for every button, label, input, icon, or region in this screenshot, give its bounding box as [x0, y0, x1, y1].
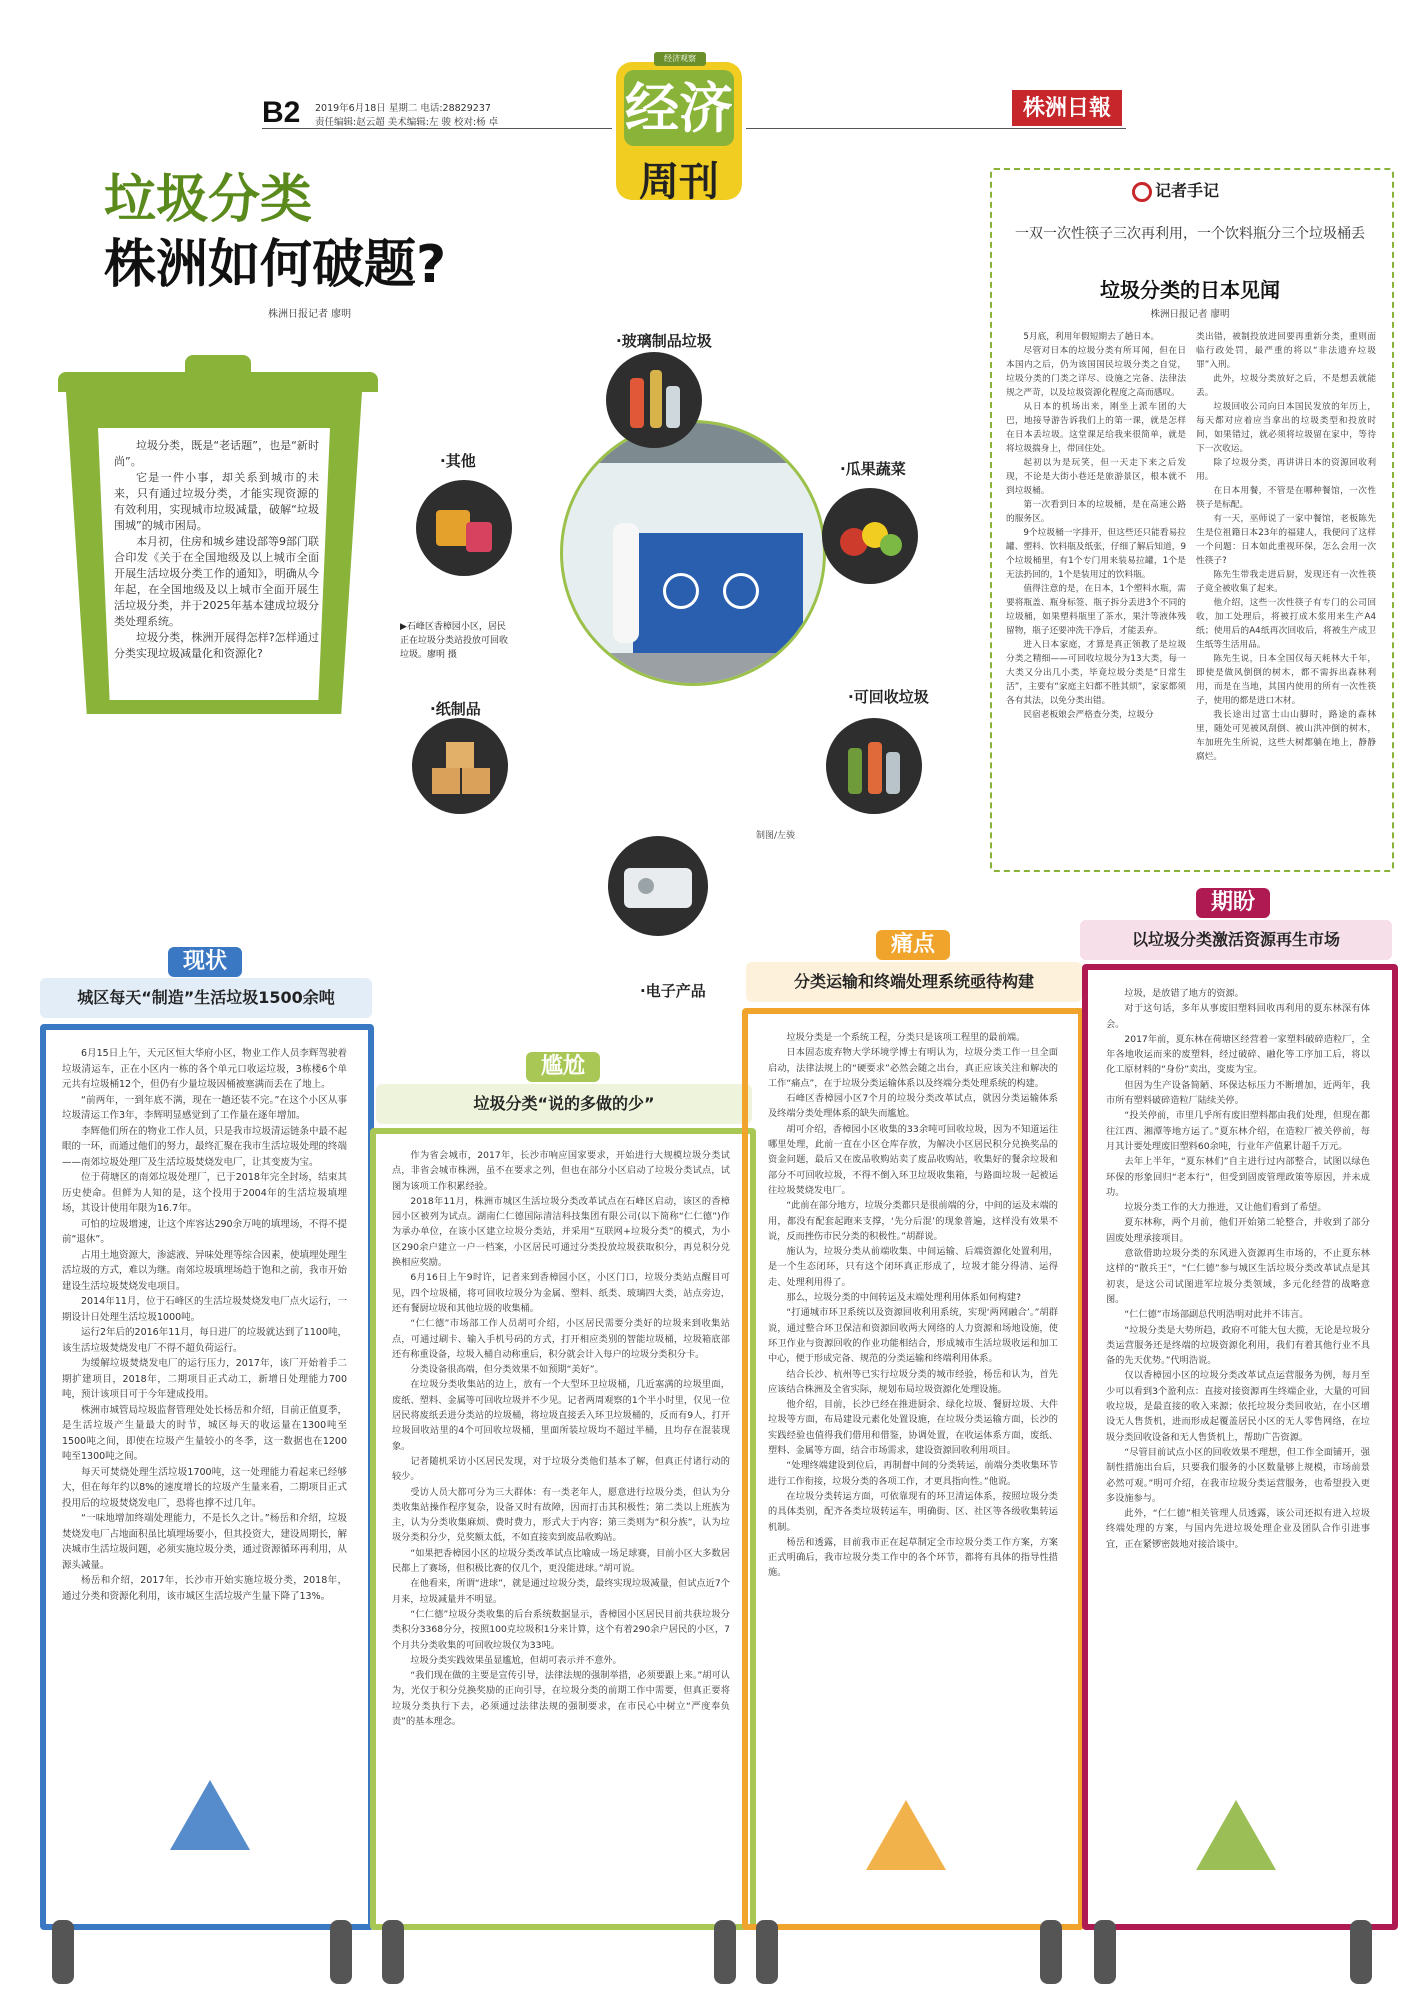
notes-paragraph: 进入日本家庭，才算是真正领教了是垃圾分类之精细——可回收垃圾分为13大类，每一大类又分出几小类，毕竟垃圾分类是“日常生活”，主要有“家庭主妇都不胜其烦”，家家都须各有其法，以免分类出错。: [1006, 640, 1186, 706]
bin-station: [633, 533, 803, 663]
header-rule: [262, 128, 612, 129]
notes-icon: [1132, 182, 1152, 202]
body-xianzhuang: [62, 1046, 347, 1762]
notes-paragraph: 他介绍，这些一次性筷子有专门的公司回收，加工处理后，将被打成木浆用来生产A4纸；使用后的A4纸再次回收后，将被生产成卫生纸等生活用品。: [1196, 598, 1376, 650]
intro-paragraph: 本月初，住房和城乡建设部等9部门联合印发《关于在全国地级及以上城市全面开展生活垃圾分类工作的通知》，明确从今年起，在全国地级及以上城市全面开展生活垃圾分类，并于2025年基本建成垃圾分类处理系统。: [114, 535, 319, 628]
label-ganga: 尴尬: [540, 1054, 585, 1079]
notes-paragraph: 5月底，利用年假短期去了趟日本。: [1023, 332, 1160, 342]
bin-wheel: [1350, 1920, 1372, 1984]
recycle-icon: [663, 573, 699, 609]
subhead-xianzhuang: 城区每天“制造”生活垃圾1500余吨: [77, 988, 335, 1007]
intro-paragraph: 它是一件小事，却关系到城市的未来，只有通过垃圾分类，才能实现资源的有效利用，实现城市垃圾减量，破解“垃圾围城”的城市困局。: [114, 471, 319, 532]
notes-paragraph: 值得注意的是，在日本，1个塑料水瓶，需要将瓶盖、瓶身标签、瓶子拆分丢进3个不同的垃圾桶，如果塑料瓶里了茶水，果汁等液体残留物，瓶子还要冲洗干净后，才能丢弃。: [1006, 584, 1186, 636]
notes-paragraph: 在日本用餐，不管是在哪种餐馆，一次性筷子是标配。: [1196, 486, 1376, 510]
category-other: ·其他: [440, 452, 476, 470]
paragraph: “仁仁德”垃圾分类收集的后台系统数据显示，香樟园小区居民目前共获垃圾分类积分3368分分，按照100克垃圾积1分来计算，这个有着290余户居民的小区，7个月共分类收集的可回收垃圾仅为33吨。: [392, 1608, 730, 1651]
label-xianzhuang-box: [168, 947, 242, 977]
paragraph: 运行2年后的2016年11月，每日进厂的垃圾就达到了1100吨，该生活垃圾焚烧发电厂不得不超负荷运行。: [62, 1327, 347, 1354]
staff-line: 责任编辑:赵云超 美术编辑:左 骏 校对:杨 卓: [315, 117, 499, 128]
paragraph: 每天可焚烧处理生活垃圾1700吨，这一处理能力看起来已经够大，但在每年约以8%的速度增长的垃圾产生量来看，二期项目正式投用后的垃圾焚烧发电厂，恐将也撑不过几年。: [62, 1466, 347, 1509]
paragraph: 为缓解垃圾焚烧发电厂的运行压力，2017年，该厂开始着手二期扩建项目，2018年，二期项目正式动工，新增日处理能力700吨，预计该项目可于今年建成投用。: [62, 1358, 347, 1400]
paragraph: “前两年，一到年底不满，现在一趟还装不完。”在这个小区从事垃圾清运工作3年，李辉明显感觉到了工作量在逐年增加。: [62, 1094, 347, 1121]
category-recyclable: ·可回收垃圾: [848, 688, 929, 706]
photo-caption: ▶石峰区香樟园小区，居民正在垃圾分类站投放可回收垃圾。廖明 摄: [400, 622, 509, 660]
bin-wheel: [714, 1920, 736, 1984]
paragraph: “仁仁德”市场部工作人员胡可介绍，小区居民需要分类好的垃圾来到收集站点，可通过刷卡、输入手机号码的方式，打开相应类别的智能垃圾桶，垃圾箱底部还有称重设备，垃圾入桶自动称重后，积分就会计入每户的垃圾分类积分卡。: [392, 1318, 730, 1360]
paragraph: 2018年11月，株洲市城区生活垃圾分类改革试点在石峰区启动，该区的香樟园小区被列为试点。湖南仁仁德国际清洁科技集团有限公司(以下简称“仁仁德”)作为承办单位，在该小区建立垃圾分类站，并采用“互联网+垃圾分类”的模式，为小区290余户建立一户一档案，小区居民可通过分类投放垃圾获取积分，再兑积分兑换相应奖励。: [392, 1195, 730, 1269]
notes-paragraph: 民宿老板娘会严格查分类，垃圾分: [1023, 710, 1154, 720]
bin-wheel: [1094, 1920, 1116, 1984]
paragraph: 6月16日上午9时许，记者来到香樟园小区，小区门口，垃圾分类站点醒目可见，四个垃圾桶，将可回收垃圾分为金属、塑料、纸类、玻璃四大类，站点旁边，还有餐厨垃圾和其他垃圾的收集桶。: [392, 1272, 730, 1314]
notes-byline: 株洲日报记者 廖明: [1150, 309, 1230, 320]
notes-paragraph: 此外，垃圾分类放好之后，不是想丢就能丢。: [1196, 374, 1376, 398]
notes-column-2: [1196, 330, 1376, 854]
label-qipan: 期盼: [1210, 890, 1255, 915]
paragraph: 2017年前，夏东林在荷塘区经营着一家塑料破碎造粒厂，全年各地收运而来的废塑料，经过破碎、融化等工序加工后，将以化工原材料的“身份”卖出，变废为宝。: [1106, 1033, 1370, 1076]
notes-paragraph: 除了垃圾分类，再讲讲日本的资源回收利用。: [1196, 458, 1376, 482]
category-glass: ·玻璃制品垃圾: [616, 332, 712, 350]
notes-paragraph: 陈先生带我走进后厨，发现还有一次性筷子竟全被收集了起来。: [1196, 570, 1376, 594]
paragraph: 杨岳和透露，目前我市正在起草制定全市垃圾分类工作方案，方案正式明确后，我市垃圾分类工作中的各个环节，都将有具体的指导性措施。: [768, 1536, 1058, 1579]
paragraph: “垃圾分类是大势所趋，政府不可能大包大揽，无论是垃圾分类运营服务还是终端的垃圾资源化利用，我们有着其他行业不具备的先天优势。”代明浩说。: [1106, 1324, 1370, 1367]
notes-paragraph: 起初以为是玩笑，但一天走下来之后发现，不论是大街小巷还是旅游景区，根本就不到垃圾桶。: [1006, 458, 1186, 496]
lead-intro: [114, 438, 319, 698]
paragraph: “处理终端建设到位后，再制督中间的分类转运，前端分类收集环节进行工作衔接，垃圾分类的各项工作，才更具指向性。”他说。: [768, 1460, 1058, 1487]
paragraph: 意欲借助垃圾分类的东风进入资源再生市场的，不止夏东林这样的“散兵王”，“仁仁德”参与城区生活垃圾分类改革试点是其初衷，是这公司试图进军垃圾分类领域，多元化经营的战略意图。: [1106, 1248, 1370, 1305]
date-line: 2019年6月18日 星期二 电话:28829237: [315, 103, 491, 114]
paragraph: 胡可介绍，香樟园小区收集的33余吨可回收垃圾，因为不知道运往哪里处理，此前一直在小区仓库存放，为解决小区居民积分兑换奖品的资金问题，最后又在废品收购站卖了废品收购站，收集好的餐余垃圾和部分不可回收垃圾，不得不倒入环卫垃圾收集箱，与路面垃圾一起被运往垃圾焚烧发电厂。: [768, 1123, 1058, 1196]
lead-byline: 株洲日报记者 廖明: [268, 309, 352, 320]
header-rule-right: [746, 128, 1126, 129]
intro-paragraph: 垃圾分类，既是“老话题”，也是“新时尚”。: [114, 439, 319, 468]
paragraph: 在垃圾分类转运方面，可依靠现有的环卫清运体系，按照垃圾分类的具体类别，配齐各类垃圾转运车，明确街、区、社区等各级收集转运机制。: [768, 1490, 1058, 1533]
logo-title: 经济: [625, 76, 733, 140]
lead-title-1: 垃圾分类: [104, 170, 313, 230]
lead-title-2: 株洲如何破题?: [104, 235, 447, 295]
paragraph: 在他看来，所谓“进球”，就是通过垃圾分类，最终实现垃圾减量，但试点近7个月来，垃圾减量并不明显。: [392, 1578, 730, 1605]
paragraph: 6月15日上午，天元区恒大华府小区，物业工作人员李辉驾驶着垃圾清运车，正在小区内一栋的各个单元口收运垃圾，3栋楼6个单元共有垃圾桶12个，但仍有少量垃圾因桶被塞满而丢在了地上。: [62, 1048, 347, 1090]
paragraph: “此前在部分地方，垃圾分类都只是很前端的分，中间的运及末端的用，都没有配套起跑来支撑，‘先分后混’的现象普遍，这样没有效果不说，反而挫伤市民分类的积极性。”胡群说。: [768, 1200, 1058, 1242]
body-ganga: [392, 1148, 730, 1856]
glass-bottles-icon: [606, 352, 702, 448]
label-tongdian: 痛点: [890, 932, 935, 957]
category-electronic: ·电子产品: [640, 982, 706, 1000]
ground: [563, 653, 823, 683]
paragraph: 夏东林称，两个月前，他们开始第二轮整合，并收到了部分固废处理承接项目。: [1106, 1217, 1370, 1244]
notes-lede: 一双一次性筷子三次再利用，一个饮料瓶分三个垃圾桶丢: [1015, 226, 1365, 242]
notes-label: 记者手记: [1155, 181, 1220, 200]
label-xianzhuang: 现状: [182, 949, 227, 974]
bin-wheel: [382, 1920, 404, 1984]
category-fruit: ·瓜果蔬菜: [840, 460, 906, 478]
notes-paragraph: 垃圾回收公司向日本国民发放的年历上，每天都对应着应当拿出的垃圾类型和投放时间，如果错过，就必须将垃圾留在家中，等待下一次收运。: [1196, 402, 1376, 454]
paragraph: 可怕的垃圾增速，让这个库容达290余万吨的填埋场，不得不提前“退休”。: [62, 1218, 347, 1245]
paragraph: 他介绍，目前，长沙已经在推进厨余、绿化垃圾、餐厨垃圾、大件垃圾等方面，布局建设元素化处置设施，在垃圾分类运输方面，长沙的实践经验也值得我们借用和借鉴，协调处置，在收运体系方面，废纸、塑料、金属等方面，结合市场需求，建设资源回收利用项目。: [768, 1399, 1058, 1457]
subhead-xianzhuang-box: [40, 978, 372, 1018]
body-qipan: [1106, 986, 1370, 1786]
paragraph: 结合长沙、杭州等已实行垃圾分类的城市经验，杨岳和认为，首先应该结合株洲及全省实际，规划布局垃圾资源化处理设施。: [768, 1368, 1058, 1395]
paragraph: “投关停前，市里几乎所有废旧塑料都由我们处理，但现在都往江西、湘潭等地方运了。”夏东林介绍，在造粒厂被关停前，每月其计要处理废旧塑料60余吨，行业年产值累计超千万元。: [1106, 1110, 1370, 1152]
paragraph: “如果把香樟园小区的垃圾分类改革试点比喻成一场足球赛，目前小区大多数居民都上了赛场，但积极比赛的仅几个，更没能进球。”胡可说。: [392, 1547, 730, 1575]
paragraph: “一味地增加终端处理能力，不是长久之计。”杨岳和介绍，垃圾焚烧发电厂占地面积虽比填埋场要小，但其投资大，建设周期长，解决城市生活垃圾问题，必须实施垃圾分类，通过资源循环再利用，从源头减量。: [62, 1513, 347, 1571]
paragraph: 垃圾，是放错了地方的资源。: [1124, 988, 1244, 999]
label-qipan-box: [1196, 888, 1270, 918]
paragraph: 仅以香樟园小区的垃圾分类改革试点运营服务为例，每月至少可以看到3个盈利点：直接对接资源再生终端企业，大量的可回收垃圾，是最直接的收入来源；依托垃圾分类回收站，在小区增设无人售货机，进而形成起覆盖居民小区的无人零售网络，在垃圾分类回收设备和无人售货机上，帮助广告资源。: [1106, 1370, 1370, 1443]
paragraph: 石峰区香樟园小区7个月的垃圾分类改革试点，就因分类运输体系及终端分类处理体系的缺失而尴尬。: [768, 1093, 1058, 1120]
label-ganga-box: [526, 1052, 600, 1082]
logo-subtitle: 周刊: [639, 159, 719, 205]
paragraph: 受访人员大都可分为三大群体：有一类老年人，愿意进行垃圾分类，但认为分类收集站操作程序复杂，设备又时有故障，因而打击其积极性；第二类以上班族为主，认为分类收集麻烦、费时费力，形式大于内容；第三类则为“积分族”，认为垃圾分类积分少，兑奖额太低，不如直接卖到废品收购站。: [392, 1486, 730, 1544]
page-number: B2: [262, 96, 301, 129]
notes-title: 垃圾分类的日本见闻: [1100, 278, 1280, 302]
notes-paragraph: 9个垃圾桶一字排开，但这些还只能看易拉罐、塑料、饮料瓶及纸张，仔细了解后知道，9个垃圾桶里，有1个专门用来装易拉罐，1个是无法扔回的，1个是装用过的饮料瓶。: [1006, 528, 1186, 580]
paragraph: “尽管目前试点小区的回收效果不理想，但工作全面铺开，强制性措施出台后，只要我们服务的小区数量够上规模，市场前景必然可观。”明可介绍，在我市垃圾分类运营服务，也希望投入更多设施参与。: [1106, 1446, 1370, 1504]
subhead-qipan: 以垃圾分类激活资源再生市场: [1131, 930, 1340, 949]
illustration-credit: 制图/左骏: [756, 831, 796, 841]
category-paper: ·纸制品: [430, 700, 481, 718]
resident-figure: [613, 523, 639, 643]
paragraph: 分类设备很高端，但分类效果不如预期“美好”。: [410, 1364, 604, 1376]
body-tongdian: [768, 1030, 1058, 1786]
bin-wheel: [756, 1920, 778, 1984]
paragraph: “仁仁德”市场部副总代明浩明对此并不讳言。: [1124, 1309, 1309, 1321]
subhead-ganga: 垃圾分类“说的多做的少”: [473, 1094, 655, 1113]
bin-handle: [185, 355, 251, 373]
paragraph: 记者随机采访小区居民发现，对于垃圾分类他们基本了解，但真正付诸行动的较少。: [392, 1455, 730, 1483]
paragraph: 那么，垃圾分类的中间转运及末端处理利用体系如何构建?: [786, 1292, 1021, 1304]
paragraph: 在垃圾分类收集站的边上，放有一个大型环卫垃圾桶，几近塞满的垃圾里面，废纸、塑料、金属等可回收垃圾并不少见。记者两周观察的1个半小时里，仅见一位居民将废纸丢进分类站的垃圾桶，将垃圾直接丢入环卫垃圾桶的，反而有9人，打开垃圾回收站里的4个可回收垃圾桶，里面所装垃圾均不超过半桶，且均存在混装现象。: [392, 1379, 730, 1452]
other-waste-icon: [416, 480, 512, 576]
fruit-vegetable-icon: [822, 488, 918, 584]
bin-wheel: [330, 1920, 352, 1984]
paragraph: “我们现在做的主要是宣传引导，法律法规的强制举措，必须要跟上来。”胡可认为，光仅于积分兑换奖励的正向引导，在垃圾分类的前期工作中需要，但真正要将垃圾分类执行下去，必须通过法律法规的强制要求，在市民心中树立“严度奉负责”的基本理念。: [392, 1670, 730, 1727]
section-logo-inner: [624, 70, 734, 146]
paragraph: 对于这句话，多年从事废旧塑料回收再利用的夏东林深有体会。: [1106, 1003, 1370, 1030]
bin-wheel: [1040, 1920, 1062, 1984]
paragraph: 垃圾分类是一个系统工程，分类只是该项工程里的最前端。: [786, 1032, 1026, 1043]
paragraph: 位于荷塘区的南郊垃圾处理厂，已于2018年完全封场，结束其历史使命。但鲜为人知的是，这个投用于2004年的生活垃圾填埋场，其设计使用年限为16.7年。: [62, 1172, 347, 1214]
notes-column-1: [1006, 330, 1186, 854]
subhead-qipan-box: [1080, 920, 1392, 960]
paragraph: 2014年11月，位于石峰区的生活垃圾焚烧发电厂点火运行，一期设计日处理生活垃圾1000吨。: [62, 1296, 347, 1323]
notes-paragraph: 尽管对日本的垃圾分类有所耳闻，但在日本国内之后，仍为该国国民垃圾分类之自觉，垃圾分类的门类之详尽、设施之完备、法律法规之严苛，以及垃圾资源化程度之高而感叹。: [1006, 346, 1186, 398]
subhead-tongdian-box: [746, 962, 1082, 1002]
subhead-ganga-box: [376, 1084, 752, 1124]
notes-paragraph: 类出错，被制投放进回要再重新分类，重则面临行政处罚，最严重的将以“非法遗弃垃圾罪”入刑。: [1196, 332, 1376, 370]
paragraph: 株洲市城管局垃圾监督管理处处长杨岳和介绍，目前正值夏季，是生活垃圾产生量最大的时节，城区每天的收运量在1300吨至1500吨之间，即使在垃圾产生量较小的冬季，这一数据也在1200吨至1300吨之间。: [62, 1404, 347, 1462]
notes-paragraph: 从日本的机场出来，刚坐上派车团的大巴，地接导游告诉我们上的第一课，就是怎样在日本丢垃圾。这堂课足给我来很简单，就是将垃圾揣身上，带回住处。: [1006, 402, 1186, 454]
paragraph: 日本固态废弃物大学环境学博士有明认为，垃圾分类工作一旦全面启动，法律法规上的“硬要求”必然会随之出台，真正应该关注和解决的工作“痛点”，在于垃圾分类运输体系以及终端分类处理系统的构建。: [768, 1047, 1058, 1089]
logo-tag: 经济观察: [654, 52, 706, 66]
paragraph: 作为省会城市，2017年，长沙市响应国家要求，开始进行大规模垃圾分类试点，非省会城市株洲，虽不在要求之列，但也在部分小区启动了垃圾分类试点，试图为该项工作积累经验。: [392, 1150, 730, 1192]
notes-paragraph: 第一次看到日本的垃圾桶，是在高速公路的服务区。: [1006, 500, 1186, 524]
paper-boxes-icon: [412, 718, 508, 814]
paragraph: 施认为，垃圾分类从前端收集、中间运输、后端资源化处置利用，是一个生态闭环，只有这个闭环真正形成了，垃圾才能分得清、运得走、处理利用得了。: [768, 1246, 1058, 1288]
bin-wheel: [52, 1920, 74, 1984]
recyclable-bottles-icon: [826, 718, 922, 814]
notes-paragraph: 有一天，巫师说了一家中餐馆，老板陈先生是位祖籍日本23年的福建人，我便问了这样一个问题：日本如此重视环保，怎么会用一次性筷子?: [1196, 514, 1376, 566]
subhead-tongdian: 分类运输和终端处理系统亟待构建: [793, 972, 1034, 991]
recycle-icon: [723, 573, 759, 609]
paragraph: “打通城市环卫系统以及资源回收利用系统，实现‘两网融合’。”胡群说，通过整合环卫保洁和资源回收两大网络的人力资源和场地设施，使环卫作业与资源回收的作业功能相结合，形成城市生活垃圾收运和加工中心，便于形成完备、规范的分类运输和终端利用体系。: [768, 1307, 1058, 1365]
paragraph: 此外，“仁仁德”相关管理人员透露，该公司还拟有进入垃圾终端处理的方案，与国内先进垃圾处理企业及团队合作引进事宜，正在紧锣密鼓地对接洽谈中。: [1106, 1508, 1370, 1550]
shelter-roof: [563, 423, 823, 463]
paragraph: 垃圾分类工作的大力推进，又让他们看到了希望。: [1124, 1202, 1327, 1214]
paragraph: 去年上半年，“夏东林们”自主进行过内部整合，试图以绿色环保的形象回归“老本行”，但受到固废管理政策等原因，并未成功。: [1106, 1156, 1370, 1198]
intro-paragraph: 垃圾分类，株洲开展得怎样?怎样通过分类实现垃圾减量化和资源化?: [114, 631, 319, 660]
electronics-icon: [608, 836, 708, 936]
notes-paragraph: 陈先生说，日本全国仅每天耗林大千年，即使是做风倒倒的树木，都不需拆出森林利用，而是在当地，其国内使用的所有一次性筷子，使用的都是进口木材。: [1196, 654, 1376, 706]
paragraph: 杨岳和介绍，2017年，长沙市开始实施垃圾分类，2018年，通过分类和资源化利用，该市城区生活垃圾产生量下降了13%。: [62, 1575, 347, 1602]
notes-paragraph: 我长途出过富士山山脚时，路途的森林里，随处可见被风刮倒、被山洪冲倒的树木，车加班先生所说，这些大树都躺在地上，静静腐烂。: [1196, 710, 1376, 762]
bin-lid: [58, 372, 378, 392]
label-tongdian-box: [876, 930, 950, 960]
center-photo: [560, 420, 826, 686]
paragraph: 垃圾分类实践效果虽显尴尬，但胡可表示并不意外。: [410, 1654, 622, 1666]
paragraph: 但因为生产设备简陋、环保达标压力不断增加，近两年，我市所有塑料破碎造粒厂陆续关停。: [1106, 1079, 1370, 1107]
paragraph: 占用土地资源大，渗滤液、异味处理等综合因素，使填埋处理生活垃圾的方式，难以为继。南郊垃圾填埋场趋于饱和之前，我市开始建设生活垃圾焚烧发电项目。: [62, 1249, 347, 1292]
newspaper-masthead: 株洲日報: [1012, 90, 1122, 126]
paragraph: 李辉他们所在的物业工作人员，只是我市垃圾清运链条中最不起眼的一环，而通过他们的努力，最终汇聚在我市生活垃圾处理的终端——南郊垃圾处理厂及生活垃圾焚烧发电厂，让其变废为宝。: [62, 1125, 347, 1168]
